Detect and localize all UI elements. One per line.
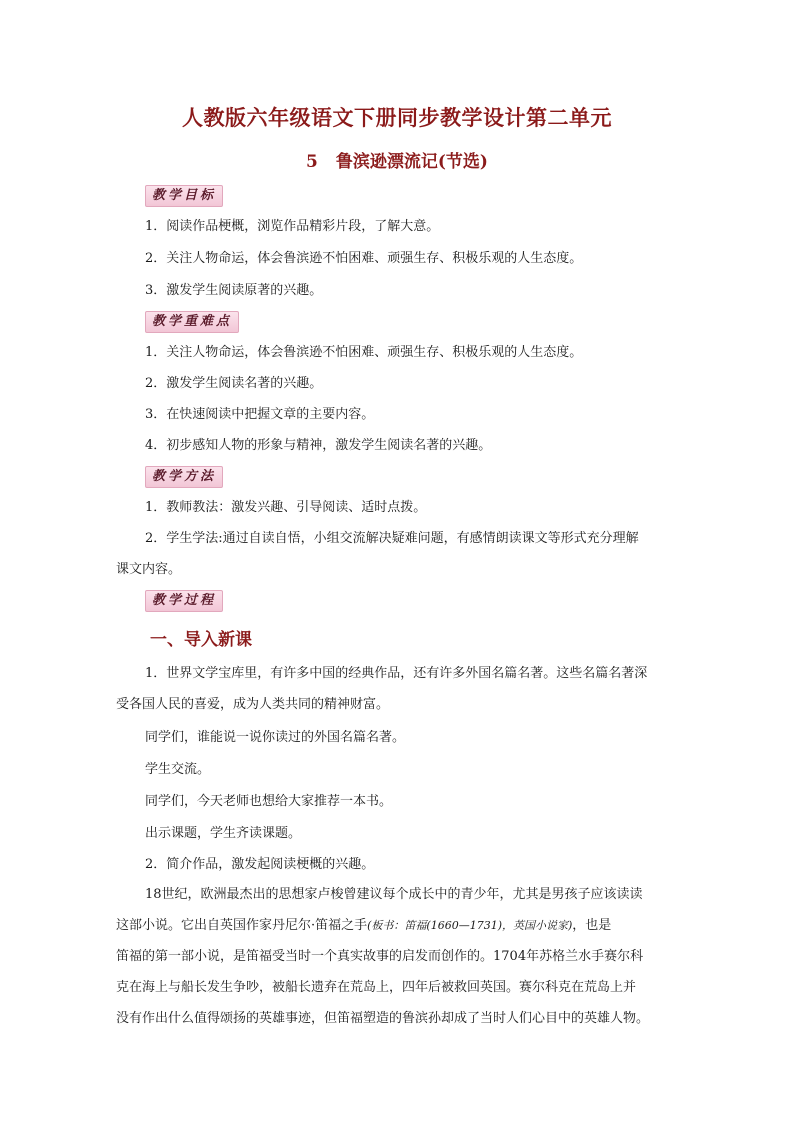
lesson-number: 5 (306, 152, 318, 172)
paragraph-7-line-2-c: ，也是 (572, 918, 612, 933)
paragraph-7-line-3: 笛福的第一部小说，是笛福受当时一个真实故事的启发而创作的。1704年苏格兰水手赛尔科 (116, 949, 644, 964)
section-tag-methods: 教学方法 (145, 466, 223, 488)
lesson-name: 鲁滨逊漂流记(节选) (335, 152, 488, 172)
section-tag-key-points: 教学重难点 (145, 311, 239, 333)
paragraph-1-cont: 受各国人民的喜爱，成为人类共同的精神财富。 (116, 697, 390, 712)
board-note: (板书：笛福(1660—1731)，英国小说家) (367, 919, 573, 932)
key-point-item-2: 2．激发学生阅读名著的兴趣。 (145, 376, 323, 391)
paragraph-7: 18世纪，欧洲最杰出的思想家卢梭曾建议每个成长中的青少年，尤其是男孩子应该读读 (145, 887, 643, 902)
document-title: 人教版六年级语文下册同步教学设计第二单元 (182, 105, 612, 130)
paragraph-7-line-2-a: 这部小说。它出自英国作家丹尼尔·笛福之手 (116, 918, 368, 933)
key-point-item-3: 3．在快速阅读中把握文章的主要内容。 (145, 407, 375, 422)
goal-item-2: 2．关注人物命运，体会鲁滨逊不怕困难、顽强生存、积极乐观的人生态度。 (145, 251, 583, 266)
paragraph-7-line-4: 克在海上与船长发生争吵，被船长遗弃在荒岛上，四年后被救回英国。赛尔科克在荒岛上并 (116, 980, 637, 995)
lesson-title (0, 147, 794, 172)
goal-item-3: 3．激发学生阅读原著的兴趣。 (145, 283, 323, 298)
key-point-item-1: 1．关注人物命运，体会鲁滨逊不怕困难、顽强生存、积极乐观的人生态度。 (145, 345, 583, 360)
section-tag-goals: 教学目标 (145, 185, 223, 207)
section-heading-intro: 一、导入新课 (150, 630, 252, 650)
paragraph-1: 1．世界文学宝库里，有许多中国的经典作品，还有许多外国名篇名著。这些名篇名著深 (145, 666, 648, 681)
goal-item-1: 1．阅读作品梗概，浏览作品精彩片段，了解大意。 (145, 219, 440, 234)
section-tag-process: 教学过程 (145, 590, 223, 612)
method-item-2-cont: 课文内容。 (116, 562, 182, 577)
paragraph-7-line-5: 没有作出什么值得颂扬的英雄事迹，但笛福塑造的鲁滨孙却成了当时人们心目中的英雄人物。 (116, 1011, 650, 1026)
method-item-1: 1．教师教法：激发兴趣、引导阅读、适时点拨。 (145, 500, 427, 515)
paragraph-2: 同学们，谁能说一说你读过的外国名篇名著。 (145, 730, 406, 745)
paragraph-6: 2．简介作品，激发起阅读梗概的兴趣。 (145, 857, 375, 872)
paragraph-4: 同学们，今天老师也想给大家推荐一本书。 (145, 794, 393, 809)
method-item-2: 2．学生学法:通过自读自悟，小组交流解决疑难问题，有感情朗读课文等形式充分理解 (145, 531, 639, 546)
paragraph-3: 学生交流。 (145, 762, 211, 777)
key-point-item-4: 4．初步感知人物的形象与精神，激发学生阅读名著的兴趣。 (145, 438, 492, 453)
paragraph-7-line-2 (116, 917, 656, 935)
paragraph-5: 出示课题，学生齐读课题。 (145, 826, 302, 841)
